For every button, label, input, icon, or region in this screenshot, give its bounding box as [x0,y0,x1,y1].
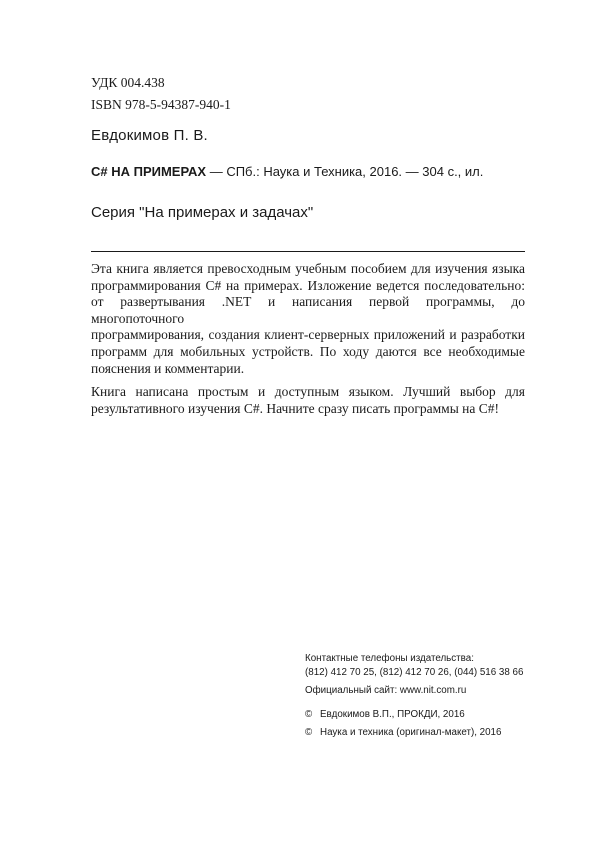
phones-label: Контактные телефоны издательства: [305,653,474,664]
phones: (812) 412 70 25, (812) 412 70 26, (044) 516 38 66 [305,667,524,678]
publication-details: — СПб.: Наука и Техника, 2016. — 304 с., ил. [209,164,484,179]
annotation-line: от развертывания .NET и написания первой программы, до многопоточного [91,294,525,326]
author-name: Евдокимов П. В. [91,127,208,144]
annotation-line: пояснения и комментарии. [91,360,245,376]
annotation-line: Эта книга является превосходным учебным пособием для изучения языка [91,261,525,276]
bibliographic-line [91,164,483,179]
annotation-line: программирования C# на примерах. Изложение ведется последовательно: [91,277,525,293]
copyright-line [305,726,565,740]
isbn-number: ISBN 978-5-94387-940-1 [91,97,231,112]
annotation-paragraph [91,261,525,377]
annotation-line: результативного изучения C#. Начните сразу писать программы на C#! [91,400,500,416]
series-name: Серия "На примерах и задачах" [91,204,314,221]
annotation-line: программирования, создания клиент-серверных приложений и разработки [91,327,525,343]
annotation [91,261,525,424]
copyright-icon: © [305,709,313,720]
copyright-text: Евдокимов В.П., ПРОКДИ, 2016 [320,709,465,720]
udk-code: УДК 004.438 [91,75,165,90]
copyright-line [305,708,565,722]
copyright-text: Наука и техника (оригинал-макет), 2016 [320,727,502,738]
annotation-paragraph [91,384,525,417]
book-title: C# НА ПРИМЕРАХ [91,164,207,179]
copyright-icon: © [305,727,313,738]
divider [91,251,525,252]
annotation-line: Книга написана простым и доступным языком. Лучший выбор для [91,384,525,400]
publisher-contacts [305,652,565,740]
website: Официальный сайт: www.nit.com.ru [305,685,467,696]
annotation-line: программ для мобильных устройств. По ходу даются все необходимые [91,343,525,359]
